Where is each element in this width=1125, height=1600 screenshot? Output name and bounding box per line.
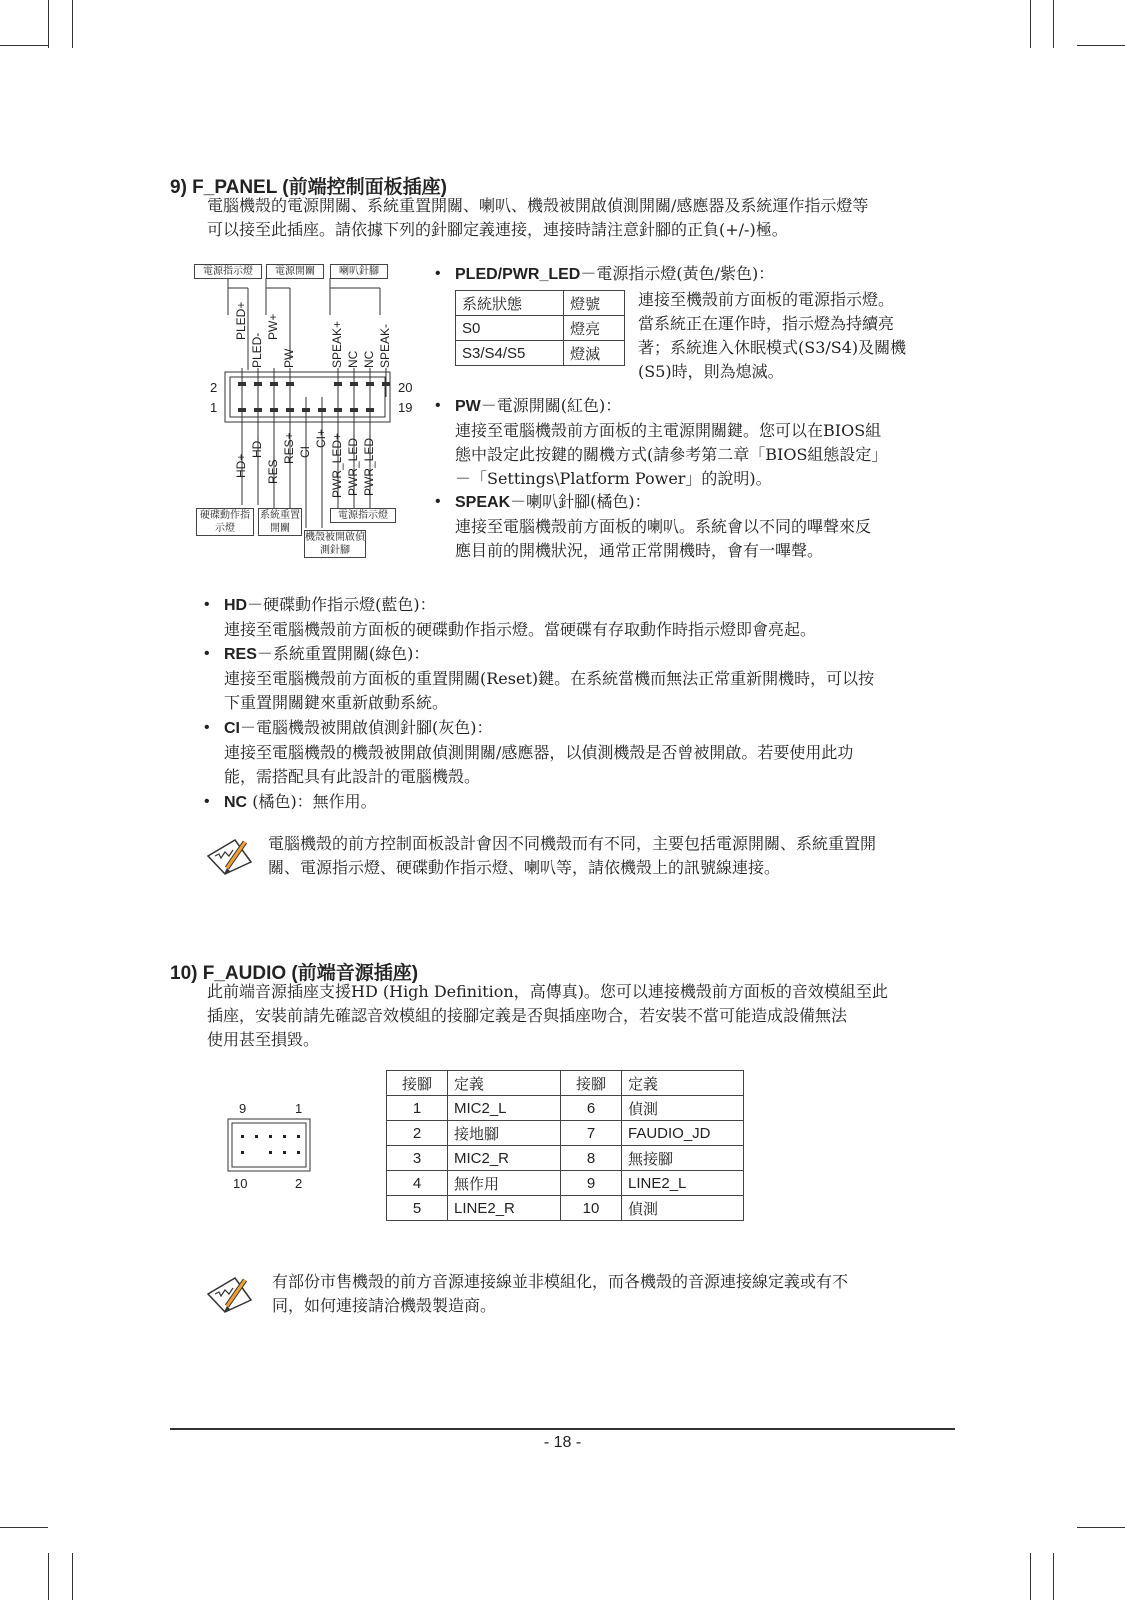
table-cell: 燈滅 xyxy=(564,341,625,366)
table-cell: LINE2_R xyxy=(448,1196,561,1221)
pin-label: SPEAK+ xyxy=(330,320,344,368)
pin-label: PW+ xyxy=(266,313,280,340)
table-cell: 接地腳 xyxy=(448,1121,561,1146)
pin-number: 2 xyxy=(295,1176,303,1191)
crop-mark xyxy=(0,45,48,46)
crop-mark xyxy=(1030,1553,1031,1600)
res-item xyxy=(204,642,954,715)
pw-title-rest: －電源開關(紅色)： xyxy=(480,396,622,415)
f-panel-diagram xyxy=(190,260,430,580)
pin-label: CI- xyxy=(298,442,312,458)
note-line: 電腦機殼的前方控制面板設計會因不同機殼而有不同，主要包括電源開關、系統重置開 xyxy=(268,834,877,853)
desc-line: 連接至電腦機殼前方面板的重置開關(Reset)鍵。在系統當機而無法正常重新開機時，可以按 xyxy=(224,669,875,688)
label-power-switch: 電源開關 xyxy=(266,264,324,279)
table-row xyxy=(456,291,625,316)
table-row xyxy=(387,1146,744,1171)
pin-label: PWR_LED- xyxy=(362,433,376,496)
note-line: 同，如何連接請洽機殼製造商。 xyxy=(272,1296,497,1315)
note-pencil-icon xyxy=(205,834,255,876)
label-reset-switch: 系統重置開關 xyxy=(260,510,300,534)
table-row xyxy=(456,341,625,366)
f-audio-pin-table xyxy=(386,1070,744,1221)
pin-number: 19 xyxy=(398,400,413,415)
intro-line: 此前端音源插座支援HD (High Definition，高傳真)。您可以連接機殼前方面板的音效模組至此 xyxy=(207,982,888,1001)
crop-mark xyxy=(72,0,73,48)
table-cell: 定義 xyxy=(448,1071,561,1096)
pin-label: NC xyxy=(362,350,376,368)
table-cell: 7 xyxy=(561,1121,622,1146)
speak-title: SPEAK xyxy=(455,494,511,511)
desc-line: －「Settings\Platform Power」的說明)。 xyxy=(455,469,772,488)
crop-mark xyxy=(48,1553,49,1600)
crop-mark xyxy=(1077,1527,1125,1528)
desc-line: 應目前的開機狀況，通常正常開機時，會有一嗶聲。 xyxy=(455,541,824,560)
pin-number: 20 xyxy=(398,380,413,395)
table-cell: MIC2_L xyxy=(448,1096,561,1121)
table-cell: 燈號 xyxy=(564,291,625,316)
note-pencil-icon xyxy=(205,1272,255,1314)
nc-title: NC xyxy=(224,794,248,811)
section-9-intro xyxy=(207,194,967,242)
table-row xyxy=(387,1171,744,1196)
bullet: • xyxy=(204,645,210,662)
pw-title: PW xyxy=(455,398,481,415)
desc-line: 連接至電腦機殼前方面板的主電源開關鍵。您可以在BIOS組 xyxy=(455,421,882,440)
nc-title-rest: (橘色)：無作用。 xyxy=(247,792,377,811)
footer-rule xyxy=(170,1428,955,1430)
bullet: • xyxy=(204,719,210,736)
pw-item xyxy=(435,394,945,491)
intro-line: 電腦機殼的電源開關、系統重置開關、喇叭、機殼被開啟偵測開關/感應器及系統運作指示燈等 xyxy=(207,196,869,215)
table-cell: 3 xyxy=(387,1146,448,1171)
pin-number: 1 xyxy=(210,400,218,415)
desc-line: 能，需搭配具有此設計的電腦機殼。 xyxy=(224,767,481,786)
table-cell: 偵測 xyxy=(622,1096,744,1121)
speak-item xyxy=(435,490,945,563)
bullet: • xyxy=(204,793,210,810)
table-cell: 燈亮 xyxy=(564,316,625,341)
pled-state-table xyxy=(455,290,625,366)
crop-mark xyxy=(1053,1553,1054,1600)
desc-line: 著；系統進入休眠模式(S3/S4)及關機 xyxy=(638,338,907,357)
desc-line: 連接至電腦機殼前方面板的硬碟動作指示燈。當硬碟有存取動作時指示燈即會亮起。 xyxy=(224,620,817,639)
label-hdd-led: 硬碟動作指示燈 xyxy=(196,508,254,536)
nc-item xyxy=(204,790,954,815)
crop-mark xyxy=(1077,45,1125,46)
table-cell: S3/S4/S5 xyxy=(456,341,564,366)
pin-label: SPEAK- xyxy=(378,323,392,368)
intro-line: 插座，安裝前請先確認音效模組的接腳定義是否與插座吻合，若安裝不當可能造成設備無法 xyxy=(207,1006,848,1025)
table-cell: 無作用 xyxy=(448,1171,561,1196)
pin-label: RES- xyxy=(266,455,280,484)
ci-title-rest: －電腦機殼被開啟偵測針腳(灰色)： xyxy=(240,718,493,737)
table-row xyxy=(387,1096,744,1121)
table-cell: 定義 xyxy=(622,1071,744,1096)
bullet: • xyxy=(435,397,441,414)
pin-label: PW- xyxy=(282,344,296,368)
note-line: 關、電源指示燈、硬碟動作指示燈、喇叭等，請依機殼上的訊號線連接。 xyxy=(268,858,781,877)
table-cell: 無接腳 xyxy=(622,1146,744,1171)
pin-label: PLED+ xyxy=(234,301,248,340)
ci-item xyxy=(204,716,954,789)
pled-title-rest: －電源指示燈(黃色/紫色)： xyxy=(580,264,775,283)
page-number: - 18 - xyxy=(543,1434,582,1451)
crop-mark xyxy=(0,1527,48,1528)
desc-line: 連接至電腦機殼前方面板的喇叭。系統會以不同的嗶聲來反 xyxy=(455,517,872,536)
pin-label: NC xyxy=(346,350,360,368)
pin-label: PWR_LED+ xyxy=(330,432,344,498)
section-10-intro xyxy=(207,980,967,1052)
intro-line: 可以接至此插座。請依據下列的針腳定義連接，連接時請注意針腳的正負(+/-)極。 xyxy=(207,220,788,239)
desc-line: 連接至電腦機殼的機殼被開啟偵測開關/感應器，以偵測機殼是否曾被開啟。若要使用此功 xyxy=(224,743,854,762)
table-row xyxy=(387,1121,744,1146)
label-chassis-intrusion: 機殼被開啟偵測針腳 xyxy=(305,532,365,556)
pin-label: PLED- xyxy=(250,332,264,368)
section-9-title: 9) F_PANEL (前端控制面板插座) xyxy=(170,177,447,198)
note-2-text xyxy=(272,1270,952,1318)
bullet: • xyxy=(435,493,441,510)
table-cell: LINE2_L xyxy=(622,1171,744,1196)
res-title: RES xyxy=(224,646,257,663)
pin-label: HD+ xyxy=(234,453,248,478)
table-cell: 偵測 xyxy=(622,1196,744,1221)
desc-line: 態中設定此按鍵的關機方式(請參考第二章「BIOS組態設定」 xyxy=(455,445,888,464)
res-title-rest: －系統重置開關(綠色)： xyxy=(256,644,430,663)
table-row xyxy=(387,1196,744,1221)
ci-title: CI xyxy=(224,720,240,737)
note-1-text xyxy=(268,832,948,880)
pin-number: 10 xyxy=(233,1176,248,1191)
table-cell: 8 xyxy=(561,1146,622,1171)
table-cell: 6 xyxy=(561,1096,622,1121)
table-cell: S0 xyxy=(456,316,564,341)
table-cell: 9 xyxy=(561,1171,622,1196)
crop-mark xyxy=(48,0,49,48)
pled-description xyxy=(638,288,948,384)
pin-number: 2 xyxy=(210,380,218,395)
label-power-led-bottom: 電源指示燈 xyxy=(330,508,396,523)
table-cell: 10 xyxy=(561,1196,622,1221)
pin-label: HD- xyxy=(250,436,264,458)
desc-line: 當系統正在運作時，指示燈為持續亮 xyxy=(638,314,895,333)
desc-line: 連接至機殼前方面板的電源指示燈。 xyxy=(638,290,895,309)
table-cell: FAUDIO_JD xyxy=(622,1121,744,1146)
hd-title: HD xyxy=(224,597,248,614)
table-cell: 接腳 xyxy=(387,1071,448,1096)
table-cell: 2 xyxy=(387,1121,448,1146)
speak-title-rest: －喇叭針腳(橘色)： xyxy=(510,492,651,511)
f-audio-connector xyxy=(227,1118,317,1174)
table-cell: 接腳 xyxy=(561,1071,622,1096)
pin-number: 1 xyxy=(295,1101,303,1116)
table-cell: MIC2_R xyxy=(448,1146,561,1171)
pin-number: 9 xyxy=(239,1101,247,1116)
crop-mark xyxy=(1053,0,1054,48)
pin-label: CI+ xyxy=(314,428,328,448)
table-cell: 1 xyxy=(387,1096,448,1121)
pin-label: RES+ xyxy=(282,432,296,464)
label-speaker: 喇叭針腳 xyxy=(330,264,388,279)
label-power-led: 電源指示燈 xyxy=(194,264,262,279)
hd-title-rest: －硬碟動作指示燈(藍色)： xyxy=(247,595,436,614)
table-cell: 系統狀態 xyxy=(456,291,564,316)
section-10-title: 10) F_AUDIO (前端音源插座) xyxy=(170,963,419,984)
pin-label: PWR_LED- xyxy=(346,433,360,496)
crop-mark xyxy=(1030,0,1031,48)
desc-line: (S5)時，則為熄滅。 xyxy=(638,362,784,381)
bullet: • xyxy=(435,265,441,282)
pled-title: PLED/PWR_LED xyxy=(455,266,581,283)
table-row xyxy=(456,316,625,341)
table-cell: 4 xyxy=(387,1171,448,1196)
table-cell: 5 xyxy=(387,1196,448,1221)
table-row xyxy=(387,1071,744,1096)
intro-line: 使用甚至損毀。 xyxy=(207,1030,320,1049)
note-line: 有部份市售機殼的前方音源連接線並非模組化，而各機殼的音源連接線定義或有不 xyxy=(272,1272,849,1291)
pled-item xyxy=(435,262,945,287)
crop-mark xyxy=(72,1553,73,1600)
bullet: • xyxy=(204,596,210,613)
hd-item xyxy=(204,593,954,642)
desc-line: 下重置開關鍵來重新啟動系統。 xyxy=(224,693,449,712)
